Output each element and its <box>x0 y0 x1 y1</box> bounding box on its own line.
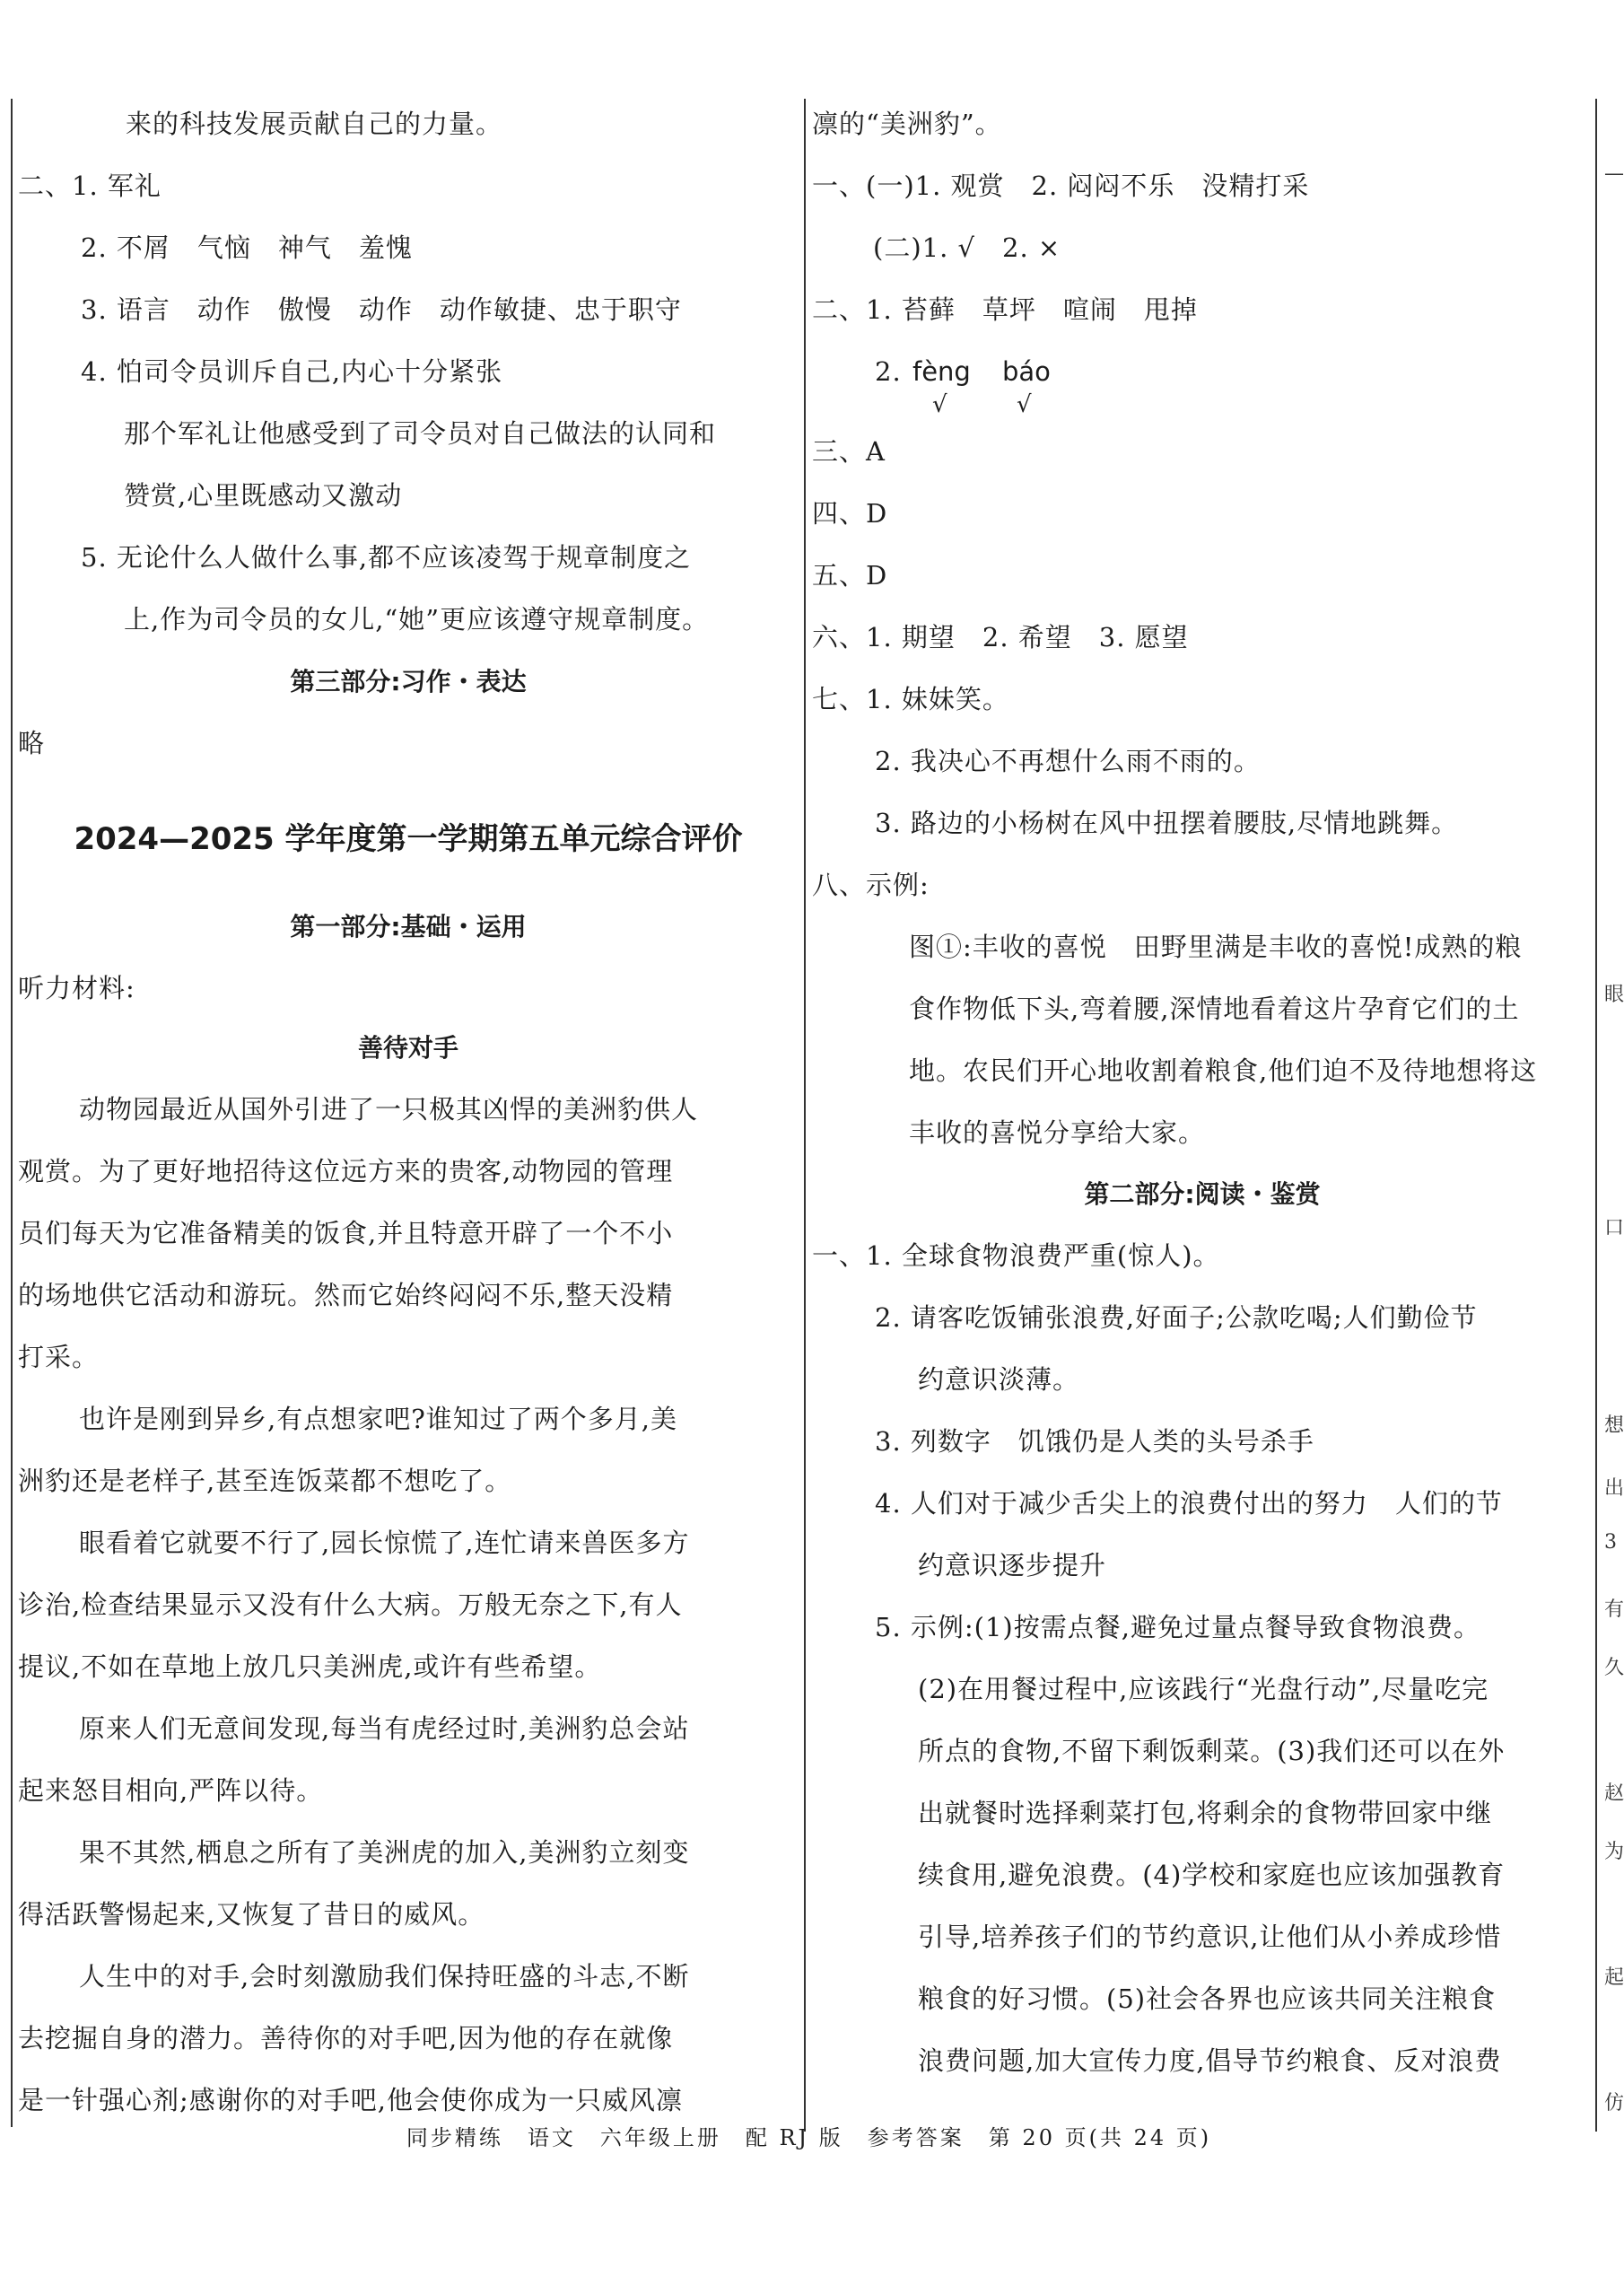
edge-fragment: 起 <box>1604 1966 1624 1989</box>
answer-line: 引导,培养孩子们的节约意识,让他们从小养成珍惜 <box>918 1922 1502 1952</box>
answer-line: 来的科技发展贡献自己的力量。 <box>126 109 503 139</box>
answer-line: 2. 请客吃饭铺张浪费,好面子;公款吃喝;人们勤俭节 <box>875 1302 1478 1333</box>
answer-line: 4. 人们对于减少舌尖上的浪费付出的努力 人们的节 <box>875 1488 1503 1519</box>
page-footer: 同步精练 语文 六年级上册 配 RJ 版 参考答案 第 20 页(共 24 页) <box>406 2125 1212 2150</box>
answer-line: 听力材料: <box>18 973 135 1003</box>
answer-line: 2. 我决心不再想什么雨不雨的。 <box>875 746 1261 776</box>
section-heading: 第三部分:习作・表达 <box>290 667 527 696</box>
answer-line: 去挖掘自身的潜力。善待你的对手吧,因为他的存在就像 <box>18 2023 674 2053</box>
check-mark-2: √ <box>1017 391 1032 418</box>
section-heading: 善待对手 <box>357 1033 458 1063</box>
edge-fragment: 为 <box>1604 1841 1624 1863</box>
answer-line: 原来人们无意间发现,每当有虎经过时,美洲豹总会站 <box>79 1713 690 1744</box>
answer-line: 丰收的喜悦分享给大家。 <box>909 1117 1206 1148</box>
answer-line: 洲豹还是老样子,甚至连饭菜都不想吃了。 <box>18 1466 512 1496</box>
answer-line: 四、D <box>812 498 888 529</box>
answer-line: 眼看着它就要不行了,园长惊慌了,连忙请来兽医多方 <box>79 1528 690 1558</box>
answer-line: 一、(一)1. 观赏 2. 闷闷不乐 没精打采 <box>812 171 1310 201</box>
right-margin-rule <box>1595 99 1597 2132</box>
answer-line: 一、1. 全球食物浪费严重(惊人)。 <box>812 1240 1220 1271</box>
answer-line: 5. 无论什么人做什么事,都不应该凌驾于规章制度之 <box>81 542 692 573</box>
answer-line: 凛的“美洲豹”。 <box>812 109 1002 139</box>
answer-line: 人生中的对手,会时刻激励我们保持旺盛的斗志,不断 <box>79 1961 690 1992</box>
answer-line: 员们每天为它准备精美的饭食,并且特意开辟了一个不小 <box>18 1218 674 1248</box>
unit-title: 2024—2025 学年度第一学期第五单元综合评价 <box>74 821 743 857</box>
answer-line: 得活跃警惕起来,又恢复了昔日的威风。 <box>18 1899 485 1930</box>
answer-line: 3. 语言 动作 傲慢 动作 动作敏捷、忠于职守 <box>81 294 682 325</box>
answer-line: 六、1. 期望 2. 希望 3. 愿望 <box>812 622 1189 652</box>
check-mark-1: √ <box>932 391 947 418</box>
section-heading: 第二部分:阅读・鉴赏 <box>1084 1179 1321 1209</box>
answer-line: 二、1. 苔藓 草坪 喧闹 甩掉 <box>812 294 1198 325</box>
answer-line: 二、1. 军礼 <box>18 171 162 201</box>
answer-line: 动物园最近从国外引进了一只极其凶悍的美洲豹供人 <box>79 1094 699 1125</box>
answer-line: 2. <box>875 356 902 387</box>
answer-line: 诊治,检查结果显示又没有什么大病。万般无奈之下,有人 <box>18 1589 683 1620</box>
answer-line: 4. 怕司令员训斥自己,内心十分紧张 <box>81 356 503 387</box>
edge-fragment: 仿 <box>1604 2092 1624 2115</box>
right-column <box>812 0 1593 2127</box>
edge-fragment: 口 <box>1604 1217 1624 1239</box>
answer-line: 约意识淡薄。 <box>918 1364 1080 1395</box>
edge-fragment: 赵 <box>1604 1782 1624 1805</box>
answer-line: 五、D <box>812 560 888 591</box>
answer-line: 3. 路边的小杨树在风中扭摆着腰肢,尽情地跳舞。 <box>875 808 1459 838</box>
answer-line: 图①:丰收的喜悦 田野里满是丰收的喜悦!成熟的粮 <box>909 932 1523 962</box>
answer-line: 续食用,避免浪费。(4)学校和家庭也应该加强教育 <box>918 1860 1506 1890</box>
answer-line: 的场地供它活动和游玩。然而它始终闷闷不乐,整天没精 <box>18 1280 674 1310</box>
edge-fragment: 想 <box>1604 1414 1624 1437</box>
answer-line: 出就餐时选择剩菜打包,将剩余的食物带回家中继 <box>918 1798 1493 1828</box>
answer-line: (2)在用餐过程中,应该践行“光盘行动”,尽量吃完 <box>918 1674 1489 1704</box>
answer-line: 约意识逐步提升 <box>918 1550 1107 1580</box>
answer-line: 5. 示例:(1)按需点餐,避免过量点餐导致食物浪费。 <box>875 1612 1480 1642</box>
answer-line: (二)1. √ 2. × <box>873 232 1061 263</box>
answer-line: 也许是刚到异乡,有点想家吧?谁知过了两个多月,美 <box>79 1404 677 1434</box>
answer-line: 观赏。为了更好地招待这位远方来的贵客,动物园的管理 <box>18 1156 674 1186</box>
left-column <box>18 0 799 2127</box>
answer-line: 赞赏,心里既感动又激动 <box>124 480 403 511</box>
answer-line: 七、1. 妹妹笑。 <box>812 684 1009 714</box>
column-divider-rule <box>804 99 806 2132</box>
answer-line: 食作物低下头,弯着腰,深情地看着这片孕育它们的土 <box>909 994 1520 1024</box>
answer-line: 上,作为司令员的女儿,“她”更应该遵守规章制度。 <box>124 604 710 635</box>
edge-fragment: 久 <box>1604 1657 1624 1679</box>
answer-line: 果不其然,栖息之所有了美洲虎的加入,美洲豹立刻变 <box>79 1837 690 1868</box>
answer-line: 起来怒目相向,严阵以待。 <box>18 1775 324 1806</box>
answer-line: 那个军礼让他感受到了司令员对自己做法的认同和 <box>124 418 717 449</box>
answer-line: 所点的食物,不留下剩饭剩菜。(3)我们还可以在外 <box>918 1736 1506 1766</box>
edge-fragment: — <box>1604 162 1624 185</box>
edge-fragment: 出 <box>1604 1477 1624 1500</box>
answer-line: 提议,不如在草地上放几只美洲虎,或许有些希望。 <box>18 1651 602 1682</box>
pinyin-answer-2: báo <box>1002 356 1051 387</box>
answer-line: 八、示例: <box>812 870 930 900</box>
left-margin-rule <box>11 99 13 2127</box>
edge-fragment: 3 <box>1604 1531 1617 1554</box>
edge-fragment: 眼 <box>1604 984 1624 1006</box>
edge-fragment: 有 <box>1604 1598 1624 1621</box>
answer-line: 是一针强心剂;感谢你的对手吧,他会使你成为一只威风凛 <box>18 2085 683 2115</box>
pinyin-answer-1: fèng <box>912 356 971 387</box>
answer-line: 地。农民们开心地收割着粮食,他们迫不及待地想将这 <box>909 1055 1538 1086</box>
answer-line: 2. 不屑 气恼 神气 羞愧 <box>81 232 413 263</box>
section-heading: 第一部分:基础・运用 <box>290 912 527 941</box>
answer-line: 打采。 <box>18 1342 100 1372</box>
answer-line: 浪费问题,加大宣传力度,倡导节约粮食、反对浪费 <box>918 2045 1502 2076</box>
answer-line: 3. 列数字 饥饿仍是人类的头号杀手 <box>875 1426 1314 1457</box>
answer-line: 粮食的好习惯。(5)社会各界也应该共同关注粮食 <box>918 1983 1497 2014</box>
answer-line: 三、A <box>812 436 886 467</box>
answer-line: 略 <box>18 728 46 758</box>
